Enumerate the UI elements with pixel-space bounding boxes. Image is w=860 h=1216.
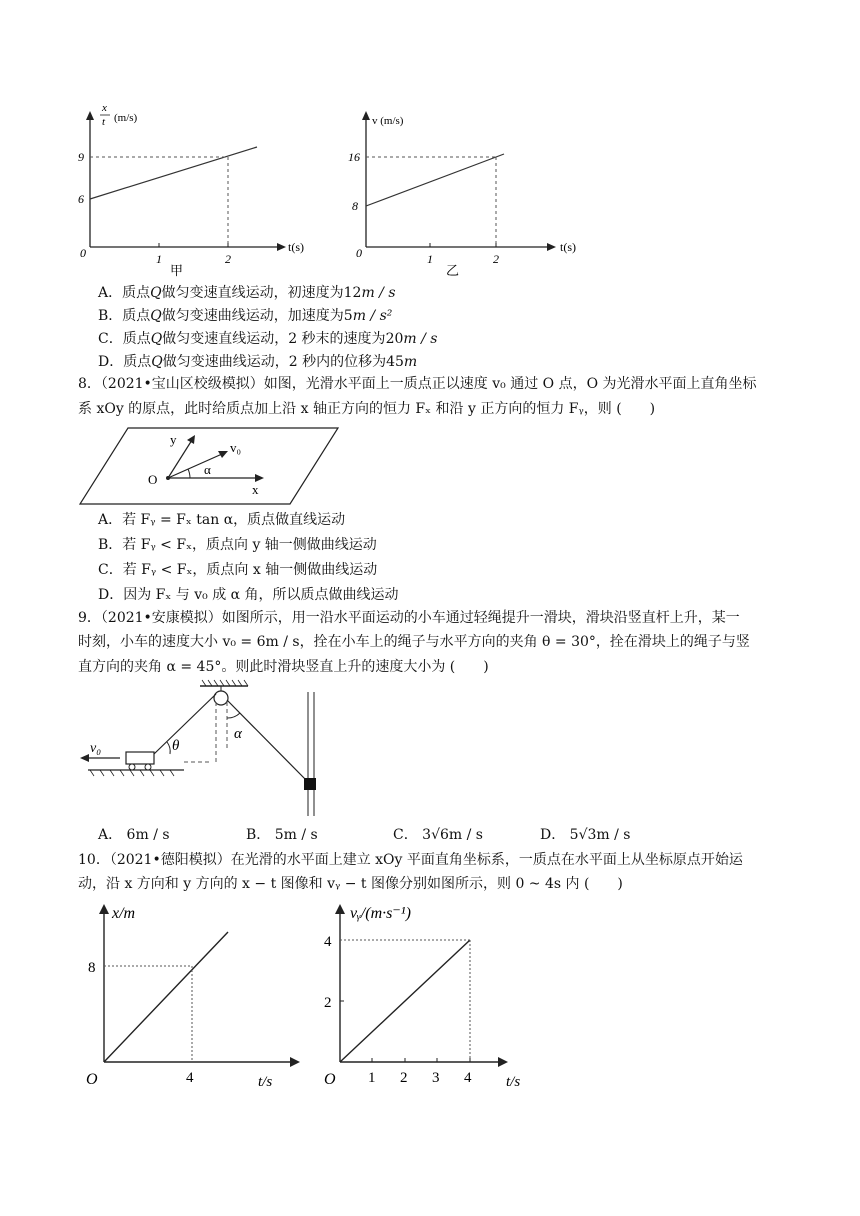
jia-origin: 0: [80, 246, 86, 260]
q8-fig-alpha: α: [204, 462, 211, 477]
yi-xlabel: t(s): [560, 240, 576, 254]
xt-origin: O: [86, 1071, 98, 1088]
yi-ytick-16: 16: [348, 150, 360, 164]
xt-ylabel: x/m: [112, 905, 136, 922]
jia-ytick-6: 6: [78, 192, 84, 206]
q9-option-a[interactable]: A． 6m / s: [98, 827, 170, 843]
top-graphs: [78, 102, 600, 285]
q9-stem-line2: 时刻，小车的速度大小 v₀ = 6m / s，拴在小车上的绳子与水平方向的夹角 θ = 30°，拴在滑块上的绳子与竖: [78, 634, 750, 650]
q9-stem-line1: 9．（2021•安康模拟）如图所示，用一沿水平面运动的小车通过轻绳提升一滑块，滑块沿竖直杆上升，某一: [78, 610, 740, 626]
graph-yi: [348, 111, 576, 278]
line-vy-t: [340, 940, 470, 1062]
jia-ytick-9: 9: [78, 150, 84, 164]
xt-ytick-8: 8: [88, 960, 96, 976]
yi-origin: 0: [356, 246, 362, 260]
q9-option-b[interactable]: B． 5m / s: [246, 827, 318, 843]
graph-x-t: [86, 904, 300, 1090]
vyt-ytick-2: 2: [324, 995, 332, 1011]
q10-stem-line1: 10．（2021•德阳模拟）在光滑的水平面上建立 xOy 平面直角坐标系，一质点在水平面上从坐标原点开始运: [78, 852, 743, 868]
q8-stem-line1: 8．（2021•宝山区校级模拟）如图，光滑水平面上一质点正以速度 v₀ 通过 O 点，O 为光滑水平面上直角坐标: [78, 376, 757, 392]
q8-fig-o: O: [148, 472, 158, 487]
yi-xtick-2: 2: [493, 252, 499, 266]
vyt-xtick-2: 2: [400, 1070, 408, 1086]
vyt-xtick-1: 1: [368, 1070, 376, 1086]
q7-option-a[interactable]: A．质点Q做匀变速直线运动，初速度为12m / s: [98, 285, 396, 301]
jia-xtick-2: 2: [225, 252, 231, 266]
vyt-origin: O: [324, 1071, 336, 1088]
yi-caption: 乙: [446, 263, 460, 278]
q9-fig-v0: v₀: [90, 741, 102, 756]
q8-fig-x: x: [252, 482, 259, 497]
yi-xtick-1: 1: [427, 252, 433, 266]
q9-stem-line3: 直方向的夹角 α = 45°。则此时滑块竖直上升的速度大小为 ( ): [78, 659, 489, 675]
graph-jia: [78, 102, 304, 278]
line-x-t: [104, 932, 228, 1062]
q8-fig-v0: v₀: [230, 440, 242, 455]
vyt-xlabel: t/s: [506, 1074, 521, 1090]
jia-ylabel-den: t: [102, 116, 106, 128]
line-yi: [366, 154, 504, 206]
q9-figure: [78, 678, 328, 820]
jia-ylabel-num: x: [102, 102, 107, 114]
q8-option-d[interactable]: D．因为 Fₓ 与 v₀ 成 α 角，所以质点做曲线运动: [98, 587, 399, 603]
vyt-ytick-4: 4: [324, 934, 332, 950]
jia-xlabel: t(s): [288, 240, 304, 254]
q7-option-d[interactable]: D．质点Q做匀变速曲线运动，2 秒内的位移为45m: [98, 354, 418, 370]
q9-option-c[interactable]: C． 3√6m / s: [393, 827, 483, 843]
jia-xtick-1: 1: [156, 252, 162, 266]
jia-ylabel-unit: (m/s): [114, 112, 138, 124]
q8-option-b[interactable]: B．若 Fᵧ < Fₓ，质点向 y 轴一侧做曲线运动: [98, 537, 377, 553]
q7-option-c[interactable]: C．质点Q做匀变速直线运动，2 秒末的速度为20m / s: [98, 331, 438, 347]
vyt-xtick-4: 4: [464, 1070, 472, 1086]
jia-caption: 甲: [170, 263, 184, 278]
q8-option-c[interactable]: C．若 Fᵧ < Fₓ，质点向 x 轴一侧做曲线运动: [98, 562, 378, 578]
q8-fig-y: y: [170, 432, 177, 447]
q8-stem-line2: 系 xOy 的原点，此时给质点加上沿 x 轴正方向的恒力 Fₓ 和沿 y 正方向的恒力 Fᵧ，则 ( ): [78, 401, 656, 417]
xt-xtick-4: 4: [186, 1070, 194, 1086]
line-jia: [90, 147, 257, 199]
graph-vy-t: [324, 904, 520, 1090]
q7-option-b[interactable]: B．质点Q做匀变速曲线运动，加速度为5m / s²: [98, 308, 393, 324]
q9-fig-alpha: α: [234, 726, 242, 742]
q10-stem-line2: 动，沿 x 方向和 y 方向的 x − t 图像和 vᵧ − t 图像分别如图所示，则 0 ~ 4s 内 ( ): [78, 876, 623, 892]
yi-ylabel: v (m/s): [372, 115, 404, 127]
q10-graphs: [78, 896, 548, 1096]
vyt-xtick-3: 3: [432, 1070, 440, 1086]
q8-figure: [78, 426, 340, 506]
vyt-ylabel: vᵧ/(m·s⁻¹): [350, 905, 411, 922]
q8-option-a[interactable]: A．若 Fᵧ = Fₓ tan α，质点做直线运动: [98, 512, 346, 528]
q9-option-d[interactable]: D． 5√3m / s: [540, 827, 631, 843]
q9-fig-theta: θ: [172, 738, 180, 754]
xt-xlabel: t/s: [258, 1074, 273, 1090]
yi-ytick-8: 8: [352, 199, 358, 213]
